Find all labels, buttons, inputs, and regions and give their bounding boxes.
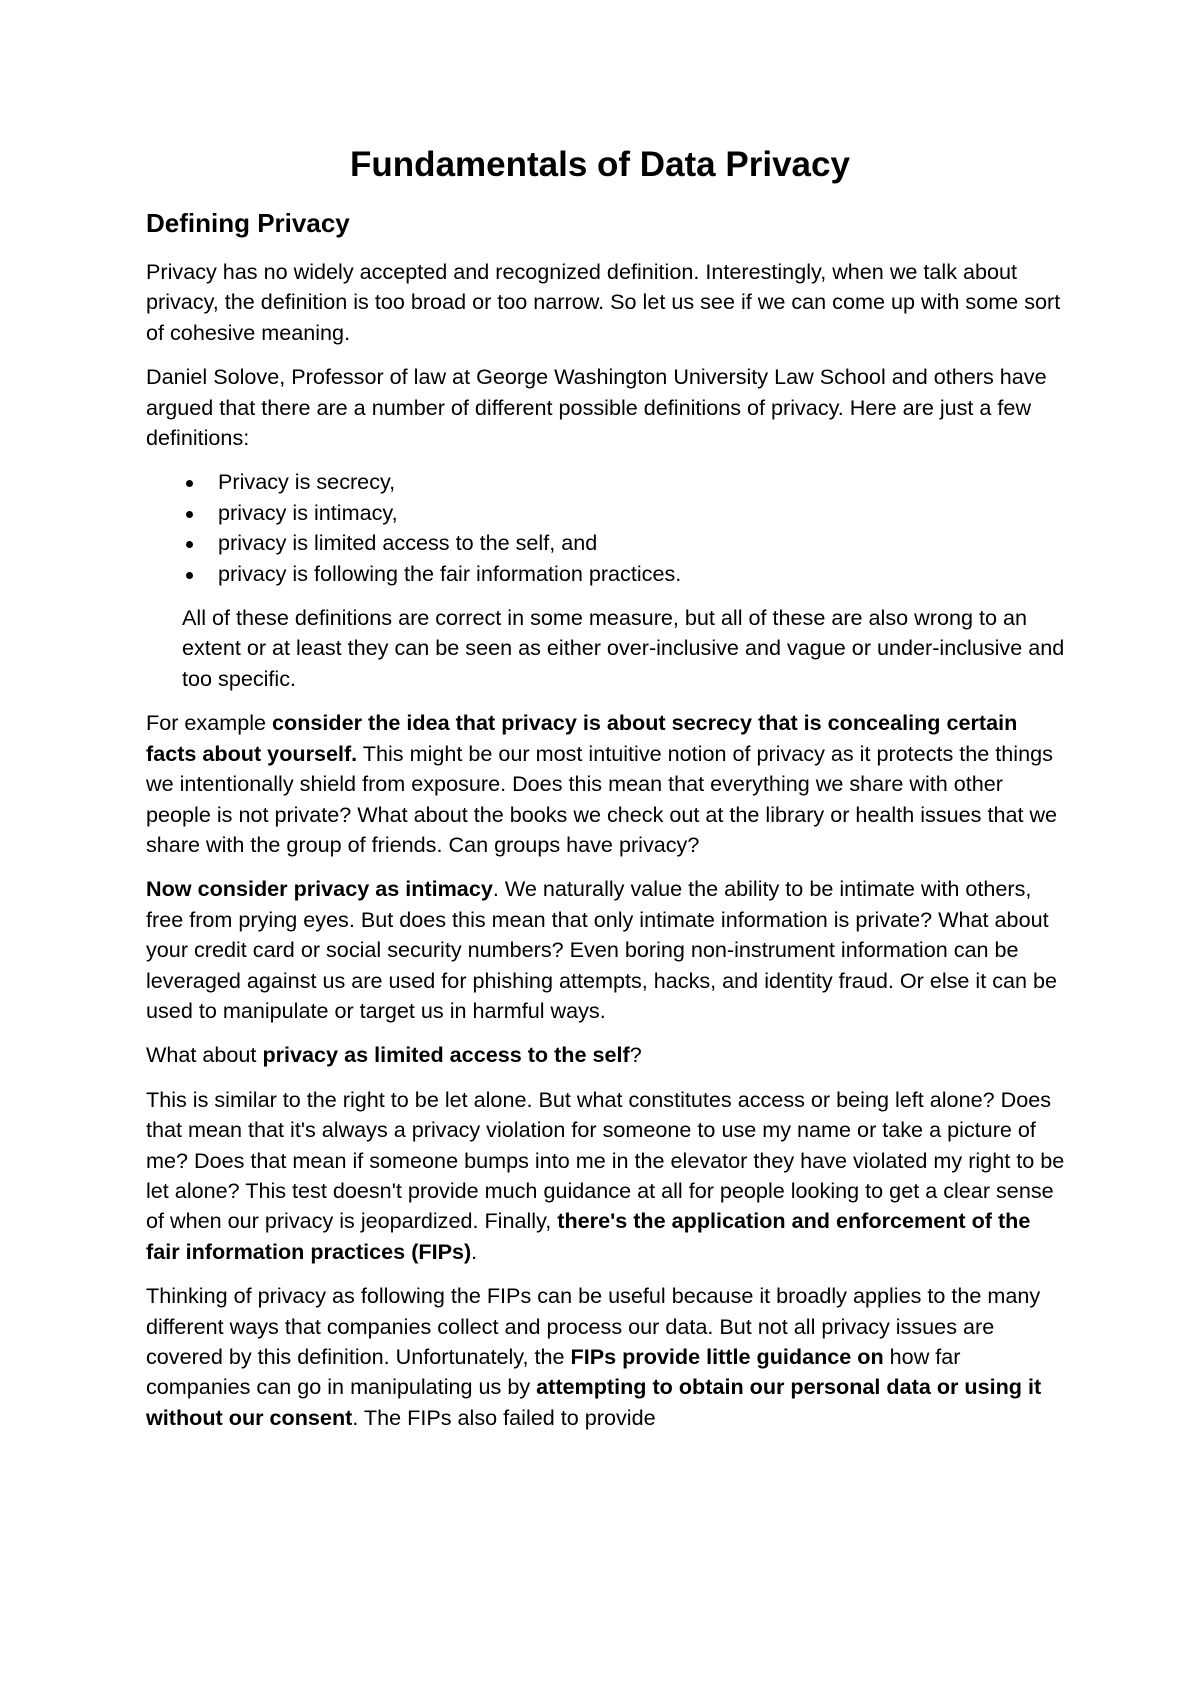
list-item: privacy is intimacy, [218, 498, 1066, 528]
list-item: privacy is following the fair information practices. [218, 559, 1066, 589]
bold-run: there's the application and enforcement of the fair information practices (FIPs) [146, 1208, 1031, 1264]
bold-run: attempting to obtain our personal data or using it without our consent [146, 1374, 1042, 1430]
bold-run: privacy as limited access to the self [262, 1042, 630, 1068]
paragraph-secrecy [146, 708, 1066, 860]
document-body [146, 257, 1066, 1447]
paragraph-fips [146, 1281, 1066, 1433]
text-run: Thinking of privacy as following the FIPs can be useful because it broadly applies to the many different ways that companies collect and process our data. But not all privacy issues are covered by this definition. Unfortunately, the [146, 1283, 1041, 1369]
paragraph-limited-access [146, 1040, 1066, 1070]
text-run: This might be our most intuitive notion of privacy as it protects the things we intentionally shield from exposure. Does this mean that everything we share with other people is not private? What about the books we check out at the library or health issues that we share with the group of friends. Can groups have privacy? [146, 740, 1058, 857]
paragraph-intro: Privacy has no widely accepted and recognized definition. Interestingly, when we talk about privacy, the definition is too broad or too narrow. So let us see if we can come up with some sort of cohesive meaning. [146, 259, 1061, 345]
bold-run: consider the idea that privacy is about secrecy that is concealing certain facts about yourself. [146, 710, 1018, 766]
text-run: . [471, 1238, 478, 1264]
paragraph-definitions-assessment: All of these definitions are correct in some measure, but all of these are also wrong to an extent or at least they can be seen as either over-inclusive and vague or under-inclusive and too specific. [182, 605, 1065, 691]
paragraph-solove: Daniel Solove, Professor of law at George Washington University Law School and others have argued that there are a number of different possible definitions of privacy. Here are just a few definitions: [146, 364, 1047, 451]
text-run: For example [146, 710, 273, 736]
paragraph-let-alone [146, 1085, 1066, 1267]
section-heading: Defining Privacy [146, 208, 350, 238]
bold-run: FIPs provide little guidance on [570, 1344, 884, 1369]
text-run: . The FIPs also failed to provide [352, 1404, 656, 1430]
bold-run: Now consider privacy as intimacy [146, 876, 493, 902]
text-run: What about [146, 1042, 263, 1068]
text-run: This is similar to the right to be let alone. But what constitutes access or being left alone? Does that mean that it's always a privacy violation for someone to use my name or take a picture of me? Does that mean if someone bumps into me in the elevator they have violated my right to be let alone? This test doesn't provide much guidance at all for people looking to get a clear sense of when our privacy is jeopardized. Finally, [146, 1086, 1065, 1234]
text-run: . We naturally value the ability to be intimate with others, free from prying eyes. But does this mean that only intimate information is private? What about your credit card or social security numbers? Even boring non-instrument information can be leveraged against us are used for phishing attempts, hacks, and identity fraud. Or else it can be used to manipulate or target us in harmful ways. [146, 876, 1058, 1023]
document-title: Fundamentals of Data Privacy [350, 145, 850, 184]
list-item: Privacy is secrecy, [218, 467, 1066, 497]
paragraph-intimacy [146, 874, 1066, 1026]
text-run: how far companies can go in manipulating us by [146, 1344, 961, 1400]
definitions-list [146, 467, 1066, 589]
text-run: ? [629, 1042, 642, 1068]
list-item: privacy is limited access to the self, and [218, 528, 1066, 558]
